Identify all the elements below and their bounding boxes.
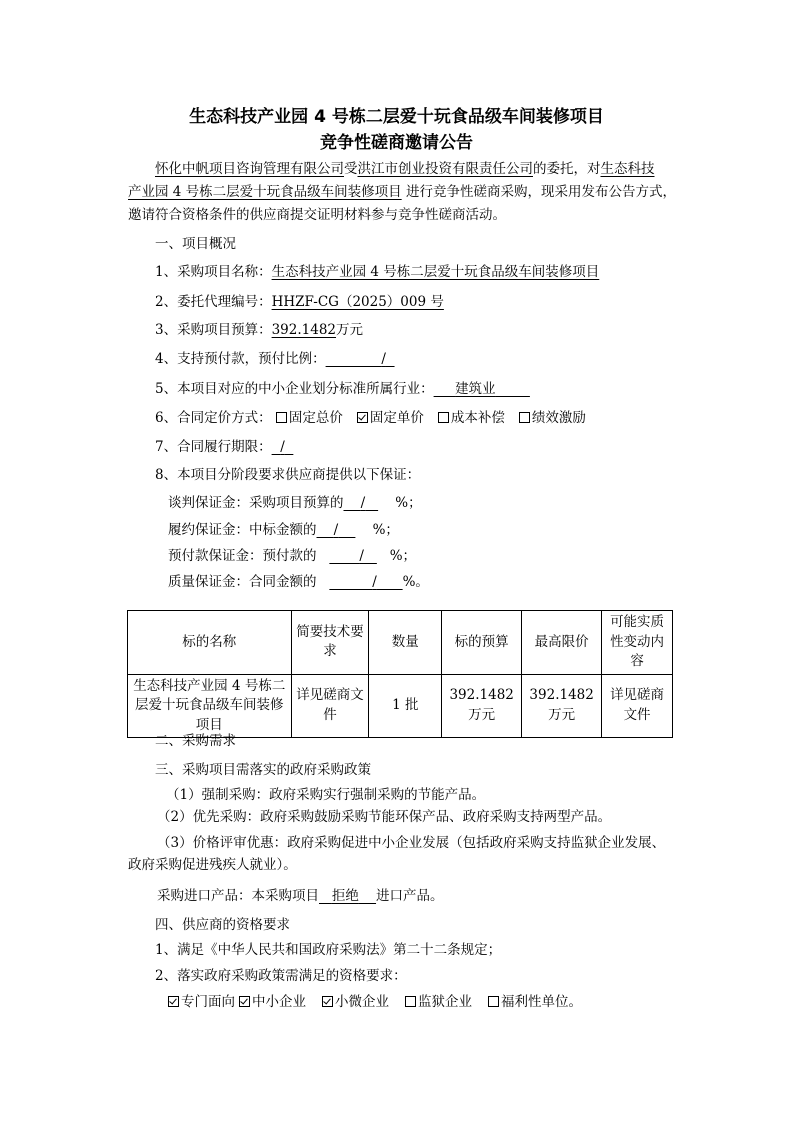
checkbox-icon[interactable] — [488, 996, 499, 1007]
item-value: / — [280, 439, 285, 455]
guarantee-value-wrap — [329, 574, 402, 590]
policy-priority: （2）优先采购：政府采购鼓励采购节能环保产品、政府采购支持两型产品。 — [157, 809, 612, 825]
eligibility-micro[interactable] — [322, 994, 389, 1010]
item-unit: 万元 — [336, 322, 364, 338]
import-end: 进口产品。 — [376, 888, 444, 904]
requirement-2: 2、落实政府采购政策需满足的资格要求： — [155, 968, 407, 984]
pricing-option-cost[interactable] — [438, 410, 505, 426]
section-3-heading: 三、采购项目需落实的政府采购政策 — [155, 762, 371, 778]
eligibility-options — [168, 996, 596, 1010]
guarantee-value-wrap — [329, 548, 376, 564]
section-2-heading: 二、采购需求 — [155, 733, 236, 749]
doc-title-line2: 竞争性磋商邀请公告 — [320, 133, 473, 153]
option-label: 专门面向 — [181, 994, 235, 1010]
table-cell: 详见磋商文件 — [291, 674, 369, 738]
policy-price-discount: （3）价格评审优惠：政府采购促进中小企业发展（包括政府采购支持监狱企业发展、 — [157, 835, 666, 851]
intro-line3: 邀请符合资格条件的供应商提交证明材料参与竞争性磋商活动。 — [128, 207, 506, 223]
option-label: 中小企业 — [252, 994, 306, 1010]
option-label: 固定总价 — [288, 410, 343, 426]
guarantee-prepayment — [168, 550, 416, 564]
item-value-wrap — [272, 439, 294, 455]
checkbox-checked-icon[interactable] — [357, 412, 368, 423]
guarantee-quality — [168, 576, 429, 590]
checkbox-checked-icon[interactable] — [239, 996, 250, 1007]
client-name: 洪江市创业投资有限责任公司 — [357, 161, 533, 177]
intro-line1 — [155, 163, 655, 177]
table-header-cell: 标的名称 — [128, 611, 292, 675]
item-value: / — [381, 351, 386, 367]
percent-sign: %； — [389, 548, 417, 564]
guarantee-label: 谈判保证金：采购项目预算的 — [168, 495, 344, 511]
item-prepayment — [155, 353, 395, 367]
item-label: 7、合同履行期限： — [155, 439, 272, 455]
guarantee-value-wrap — [317, 522, 356, 538]
option-label: 小微企业 — [335, 994, 389, 1010]
project-name-part1: 生态科技 — [600, 161, 655, 177]
table-header-cell: 最高限价 — [522, 611, 602, 675]
intro-line2 — [128, 186, 676, 200]
eligibility-sme[interactable] — [239, 994, 306, 1010]
import-value: 拒绝 — [331, 888, 359, 904]
pricing-option-total[interactable] — [276, 410, 343, 426]
table-cell: 1 批 — [369, 674, 442, 738]
table-header-cell: 标的预算 — [442, 611, 522, 675]
item-value-wrap — [326, 351, 395, 367]
checkbox-checked-icon[interactable] — [168, 996, 179, 1007]
option-label: 固定单价 — [369, 410, 424, 426]
guarantee-value: / — [360, 495, 366, 511]
item-pricing-method — [155, 412, 600, 426]
eligibility-prison[interactable] — [405, 994, 472, 1010]
intro-text: 受 — [344, 161, 358, 177]
guarantee-label: 履约保证金：中标金额的 — [168, 522, 317, 538]
import-products — [157, 890, 444, 904]
checkbox-checked-icon[interactable] — [322, 996, 333, 1007]
procurement-table — [127, 610, 673, 738]
checkbox-icon[interactable] — [405, 996, 416, 1007]
item-agency-code — [155, 296, 444, 310]
percent-sign: %。 — [402, 574, 429, 590]
option-label: 福利性单位。 — [501, 994, 582, 1010]
item-project-name — [155, 266, 599, 280]
section-4-heading: 四、供应商的资格要求 — [155, 917, 290, 933]
item-label: 3、采购项目预算： — [155, 322, 272, 338]
guarantee-value: / — [372, 574, 377, 590]
percent-sign: %； — [372, 522, 399, 538]
eligibility-welfare[interactable] — [488, 994, 582, 1010]
option-label: 成本补偿 — [450, 410, 505, 426]
checkbox-icon[interactable] — [276, 412, 287, 423]
item-value: 392.1482 — [271, 322, 337, 338]
table-header-cell: 简要技术要求 — [291, 611, 369, 675]
pricing-option-unit[interactable] — [357, 410, 424, 426]
intro-text: 进行竞争性磋商采购，现采用发布公告方式， — [405, 184, 676, 200]
intro-text: 的委托，对 — [533, 161, 601, 177]
table-cell: 生态科技产业园 4 号栋二层爱十玩食品级车间装修项目 — [128, 674, 292, 738]
item-label: 2、委托代理编号： — [155, 294, 272, 310]
import-label: 采购进口产品：本采购项目 — [157, 888, 319, 904]
table-row — [128, 674, 673, 738]
guarantee-performance — [168, 524, 399, 538]
checkbox-icon[interactable] — [438, 412, 449, 423]
table-cell: 392.1482 万元 — [522, 674, 602, 738]
guarantee-value-wrap — [344, 495, 379, 511]
checkbox-icon[interactable] — [519, 412, 530, 423]
doc-title-line1: 生态科技产业园 4 号栋二层爱十玩食品级车间装修项目 — [189, 107, 604, 127]
guarantee-label: 预付款保证金：预付款的 — [168, 548, 317, 564]
item-value: 生态科技产业园 4 号栋二层爱十玩食品级车间装修项目 — [271, 264, 600, 280]
table-cell: 392.1482 万元 — [442, 674, 522, 738]
requirement-1: 1、满足《中华人民共和国政府采购法》第二十二条规定； — [155, 942, 502, 958]
table-header-row — [128, 611, 673, 675]
item-industry — [155, 383, 530, 397]
table-header-cell: 数量 — [369, 611, 442, 675]
guarantee-negotiation — [168, 497, 422, 511]
table-cell: 详见磋商文件 — [602, 674, 673, 738]
guarantee-value: / — [333, 522, 339, 538]
item-guarantees: 8、本项目分阶段要求供应商提供以下保证： — [155, 467, 421, 483]
option-label: 绩效激励 — [531, 410, 586, 426]
import-value-wrap — [319, 888, 376, 904]
item-label: 5、本项目对应的中小企业划分标准所属行业： — [155, 381, 434, 397]
guarantee-label: 质量保证金：合同金额的 — [168, 574, 317, 590]
item-label: 6、合同定价方式： — [155, 410, 272, 426]
project-name-part2: 产业园 4 号栋二层爱十玩食品级车间装修项目 — [128, 184, 402, 200]
option-label: 监狱企业 — [418, 994, 472, 1010]
item-label: 1、采购项目名称： — [155, 264, 272, 280]
policy-mandatory: （1）强制采购：政府采购实行强制采购的节能产品。 — [166, 787, 486, 803]
table-header-cell: 可能实质性变动内容 — [602, 611, 673, 675]
item-value: 建筑业 — [455, 381, 496, 397]
item-value-wrap — [434, 381, 530, 397]
item-budget — [155, 324, 363, 338]
item-contract-period — [155, 441, 293, 455]
percent-sign: %； — [395, 495, 422, 511]
policy-price-discount-cont: 政府采购促进残疾人就业）。 — [128, 857, 297, 873]
item-label: 4、支持预付款，预付比例： — [155, 351, 326, 367]
guarantee-value: / — [359, 548, 364, 564]
eligibility-dedicated[interactable] — [168, 994, 235, 1010]
pricing-option-performance[interactable] — [519, 410, 586, 426]
item-value: HHZF-CG（2025）009 号 — [271, 294, 444, 310]
section-1-heading: 一、项目概况 — [155, 236, 236, 252]
agent-name: 怀化中帆项目咨询管理有限公司 — [155, 161, 344, 177]
